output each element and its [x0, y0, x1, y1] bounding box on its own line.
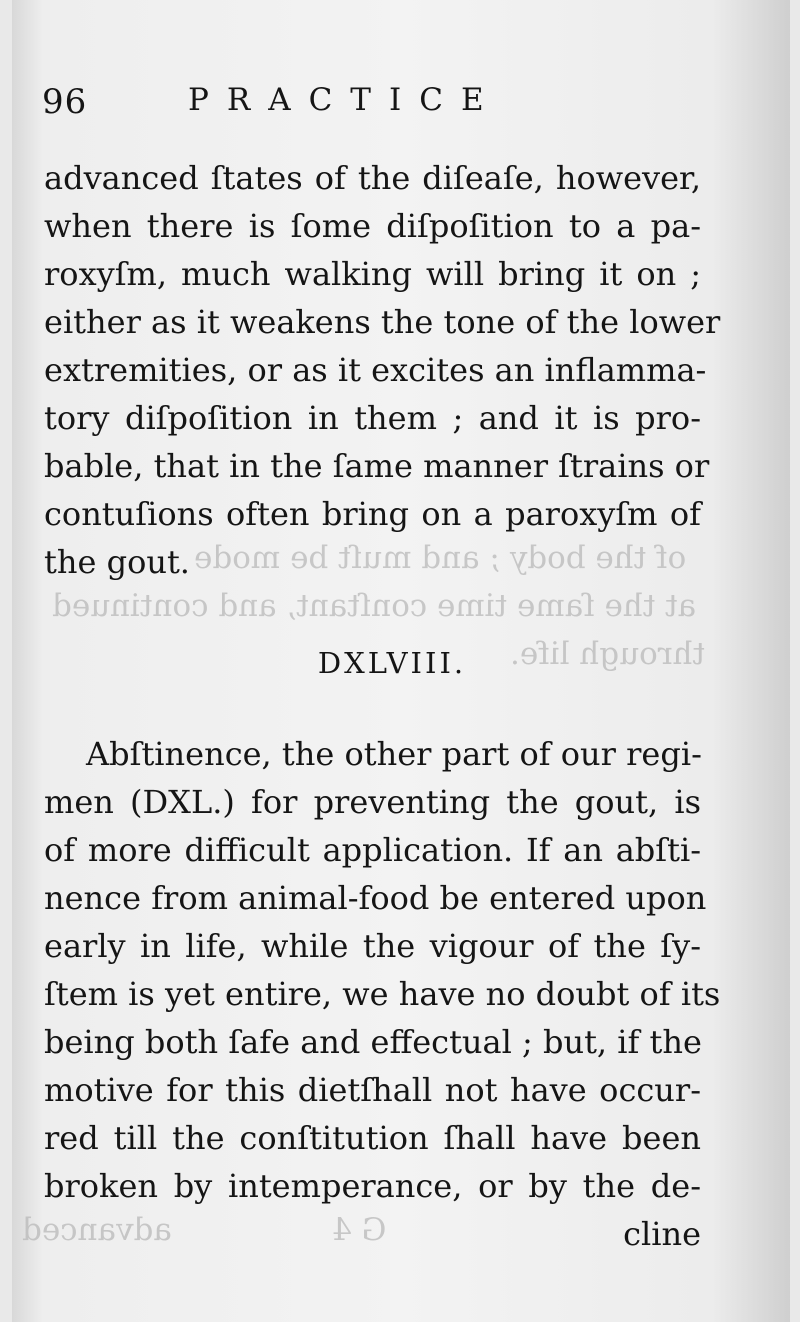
text-line: red till the conſtitution ſhall have been: [44, 1119, 701, 1157]
text-line: contuſions often bring on a paroxyſm of: [44, 495, 701, 533]
text-line: motive for this dietſhall not have occur-: [44, 1071, 701, 1109]
book-page: [12, 0, 790, 1322]
running-title: PRACTICE: [188, 82, 502, 118]
text-line: the gout.: [44, 543, 190, 581]
text-line: ſtem is yet entire, we have no doubt of its: [44, 975, 721, 1013]
text-line: extremities, or as it excites an inflamma-: [44, 351, 707, 389]
show-through-text: of the body ; and muſt be mode: [194, 540, 687, 576]
running-head: [12, 82, 790, 128]
text-line: bable, that in the ſame manner ſtrains or: [44, 447, 710, 485]
text-line: of more difficult application. If an abſti-: [44, 831, 701, 869]
text-line: when there is ſome diſpoſition to a pa-: [44, 207, 701, 245]
text-line: tory diſpoſition in them ; and it is pro-: [44, 399, 701, 437]
text-line: Abſtinence, the other part of our regi-: [86, 735, 702, 773]
page-number: 96: [42, 82, 88, 122]
show-through-text: at the ſame time conſtant, and continued: [52, 588, 697, 624]
text-line: men (DXL.) for preventing the gout, is: [44, 783, 701, 821]
text-line: early in life, while the vigour of the ſy-: [44, 927, 701, 965]
text-line: being both ſafe and effectual ; but, if the: [44, 1023, 702, 1061]
catchword: cline: [623, 1215, 701, 1253]
text-line: advanced ſtates of the diſeaſe, however,: [44, 159, 701, 197]
show-through-text: through life.: [510, 636, 706, 672]
text-line: nence from animal-food be entered upon: [44, 879, 707, 917]
show-through-text: G 4: [332, 1212, 387, 1248]
text-line: broken by intemperance, or by the de-: [44, 1167, 701, 1205]
section-heading: DXLVIII.: [317, 646, 467, 680]
text-line: either as it weakens the tone of the lower: [44, 303, 721, 341]
show-through-text: advanced: [22, 1212, 172, 1248]
text-line: roxyſm, much walking will bring it on ;: [44, 255, 701, 293]
